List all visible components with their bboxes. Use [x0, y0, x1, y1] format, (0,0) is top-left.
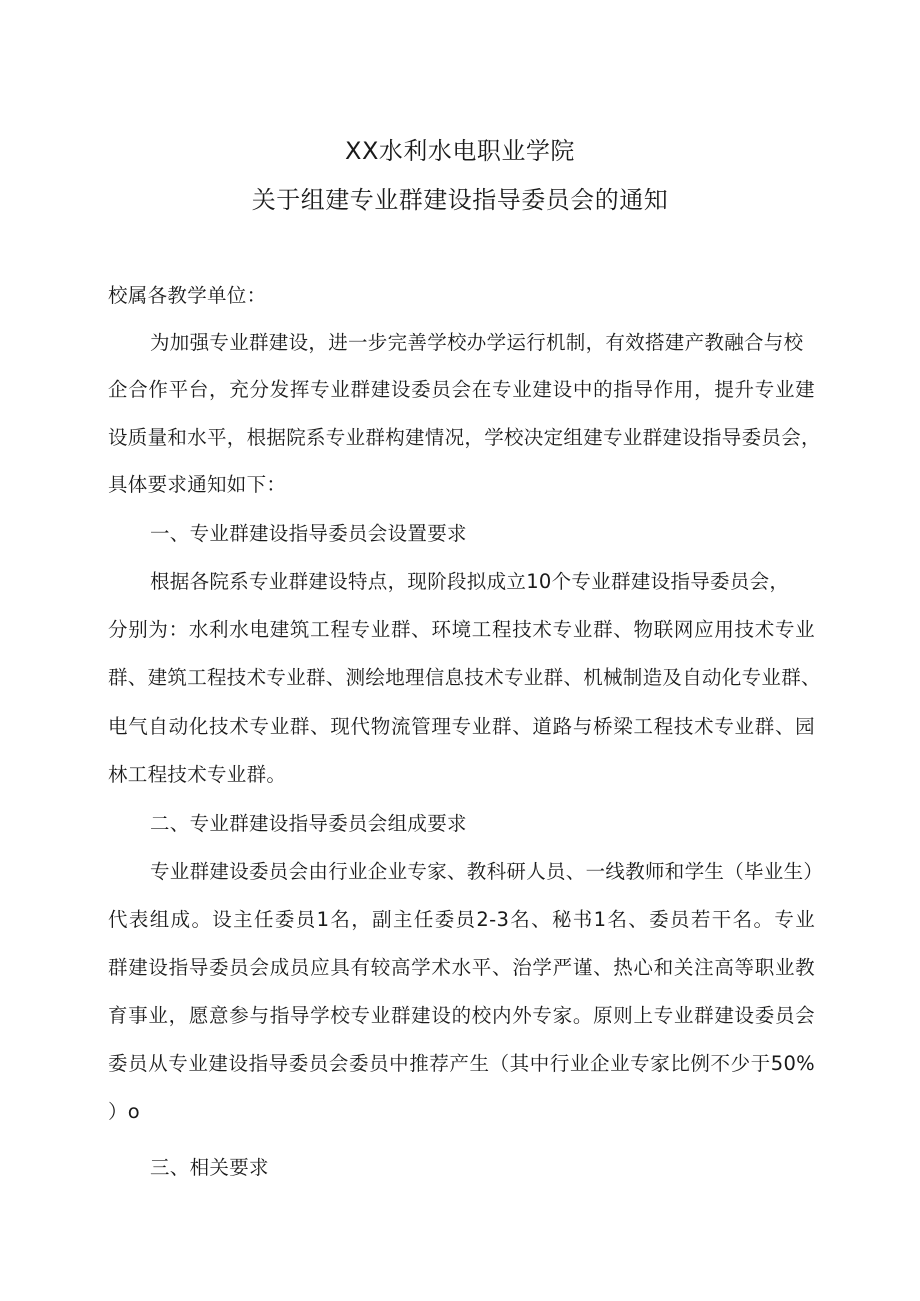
document-title-institution: XX水利水电职业学院 — [345, 137, 575, 165]
section1-line: 根据各院系专业群建设特点，现阶段拟成立10个专业群建设指导委员会， — [150, 570, 790, 593]
section2-line: 育事业，愿意参与指导学校专业群建设的校内外专家。原则上专业群建设委员会 — [108, 1004, 815, 1027]
section1-line: 电气自动化技术专业群、现代物流管理专业群、道路与桥梁工程技术专业群、园 — [108, 715, 815, 738]
section2-heading: 二、专业群建设指导委员会组成要求 — [150, 812, 467, 835]
section2-line: 专业群建设委员会由行业企业专家、教科研人员、一线教师和学生（毕业生） — [150, 860, 824, 883]
section1-line: 分别为：水利水电建筑工程专业群、环境工程技术专业群、物联网应用技术专业 — [108, 618, 815, 641]
section1-heading: 一、专业群建设指导委员会设置要求 — [150, 522, 467, 545]
section1-line: 林工程技术专业群。 — [108, 763, 287, 786]
document-title-notice: 关于组建专业群建设指导委员会的通知 — [251, 186, 669, 214]
salutation: 校属各教学单位： — [108, 284, 267, 307]
intro-line: 企合作平台，充分发挥专业群建设委员会在专业建设中的指导作用，提升专业建 — [108, 378, 815, 401]
intro-line: 具体要求通知如下： — [108, 473, 287, 496]
intro-line: 设质量和水平，根据院系专业群构建情况，学校决定组建专业群建设指导委员会， — [108, 426, 821, 449]
section2-line: ）o — [108, 1100, 141, 1123]
section2-line: 委员从专业建设指导委员会委员中推荐产生（其中行业企业专家比例不少于50% — [108, 1052, 815, 1075]
section2-line: 群建设指导委员会成员应具有较高学术水平、治学严谨、热心和关注高等职业教 — [108, 956, 815, 979]
section2-line: 代表组成。设主任委员1名，副主任委员2-3名、秘书1名、委员若干名。专业 — [108, 908, 815, 931]
intro-line: 为加强专业群建设，进一步完善学校办学运行机制，有效搭建产教融合与校 — [150, 331, 804, 354]
section1-line: 群、建筑工程技术专业群、测绘地理信息技术专业群、机械制造及自动化专业群、 — [108, 666, 821, 689]
section3-heading: 三、相关要求 — [150, 1156, 269, 1179]
